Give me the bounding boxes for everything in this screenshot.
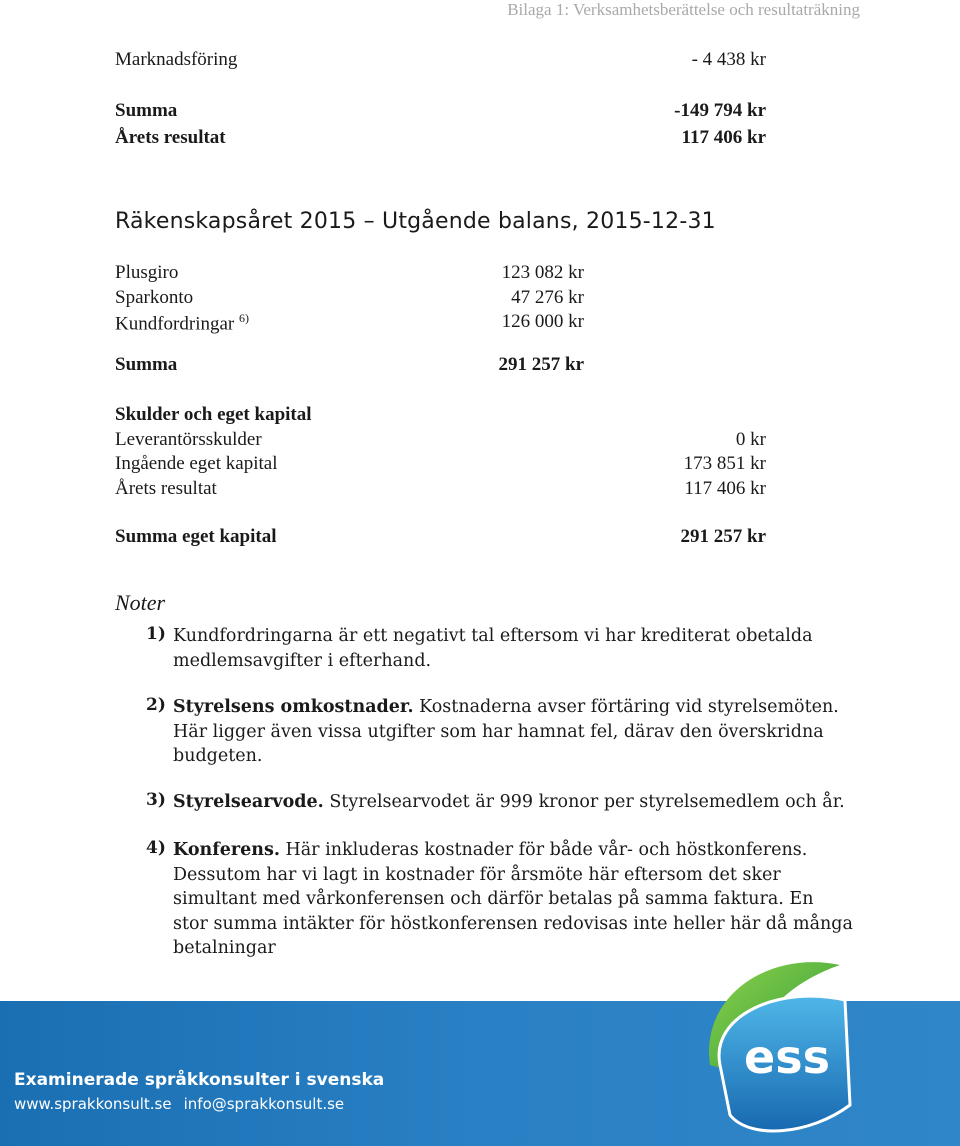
- note-number: 1): [146, 624, 166, 644]
- note-number: 4): [146, 838, 166, 858]
- org-name: Examinerade språkkonsulter i svenska: [14, 1070, 385, 1090]
- note-text: [173, 695, 853, 769]
- liability-label: Ingående eget kapital: [115, 453, 278, 474]
- note-lead: Styrelsearvode.: [173, 792, 324, 812]
- logo-text: ess: [744, 1030, 830, 1084]
- ess-logo-icon: [690, 955, 860, 1146]
- asset-label: Kundfordringar: [115, 313, 235, 335]
- asset-value: 126 000 kr: [501, 311, 584, 332]
- note-number: 3): [146, 790, 166, 810]
- note-body: Kostnaderna avser förtäring vid styrelsemöten. Här ligger även vissa utgifter som har hamnat fel, därav den överskridna budgeten.: [173, 697, 839, 766]
- liability-label: Leverantörsskulder: [115, 429, 262, 450]
- marknadsforing-label: Marknadsföring: [115, 49, 238, 70]
- website-link[interactable]: www.sprakkonsult.se: [14, 1095, 172, 1113]
- arets-resultat-label: Årets resultat: [115, 127, 226, 148]
- contact-line: [14, 1095, 344, 1113]
- balance-title: Räkenskapsåret 2015 – Utgående balans, 2015-12-31: [115, 209, 716, 234]
- liabilities-sum-label: Summa eget kapital: [115, 526, 277, 547]
- note-number: 2): [146, 695, 166, 715]
- note-text: [173, 790, 853, 815]
- asset-label-with-note: [115, 311, 249, 335]
- note-body: Kundfordringarna är ett negativt tal eftersom vi har krediterat obetalda medlemsavgifter i efterhand.: [173, 626, 813, 671]
- asset-label: Sparkonto: [115, 287, 194, 308]
- note-body: Styrelsearvodet är 999 kronor per styrelsemedlem och år.: [323, 792, 845, 812]
- note-text: [173, 838, 853, 961]
- liability-value: 0 kr: [735, 429, 766, 450]
- liability-value: 173 851 kr: [683, 453, 766, 474]
- note-text: [173, 624, 853, 673]
- results-summa-label: Summa: [115, 100, 178, 121]
- assets-sum-value: 291 257 kr: [498, 354, 584, 375]
- footnote-ref: 6): [239, 311, 249, 325]
- liabilities-heading: Skulder och eget kapital: [115, 404, 312, 425]
- note-body: Här inkluderas kostnader för både vår- och höstkonferens. Dessutom har vi lagt in kostnader för årsmöte här eftersom det sker simultant med vårkonferensen och därför betalas på samma faktura. En stor summa intäkter för höstkonferensen redovisas inte heller här då många betalningar: [173, 840, 853, 958]
- email-link[interactable]: info@sprakkonsult.se: [183, 1095, 345, 1113]
- page-header: Bilaga 1: Verksamhetsberättelse och resultaträkning: [507, 0, 860, 19]
- asset-label: Plusgiro: [115, 262, 179, 283]
- arets-resultat-value: 117 406 kr: [681, 127, 766, 148]
- note-lead: Styrelsens omkostnader.: [173, 697, 414, 717]
- liabilities-sum-value: 291 257 kr: [680, 526, 766, 547]
- assets-sum-label: Summa: [115, 354, 178, 375]
- liability-label: Årets resultat: [115, 478, 217, 499]
- notes-title: Noter: [115, 590, 166, 615]
- marknadsforing-value: - 4 438 kr: [691, 49, 766, 70]
- asset-value: 123 082 kr: [501, 262, 584, 283]
- results-summa-value: -149 794 kr: [674, 100, 766, 121]
- asset-value: 47 276 kr: [511, 287, 584, 308]
- note-lead: Konferens.: [173, 840, 280, 860]
- liability-value: 117 406 kr: [684, 478, 766, 499]
